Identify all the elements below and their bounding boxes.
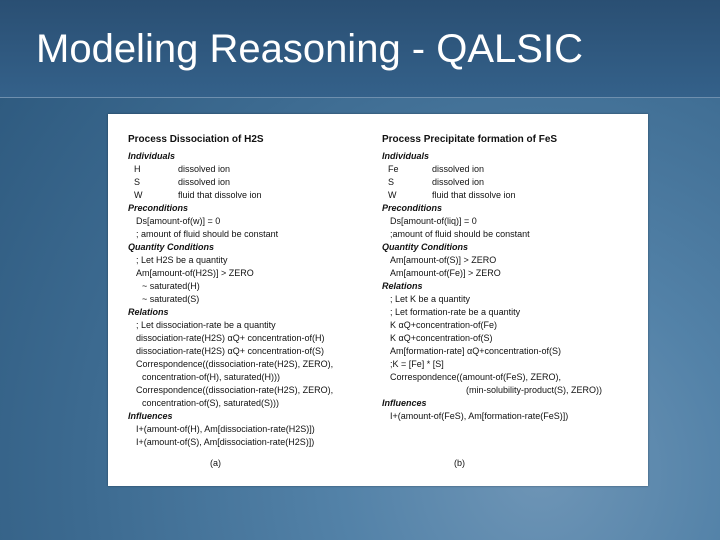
individual-desc: fluid that dissolve ion — [432, 190, 516, 200]
individual-key: W — [388, 190, 397, 200]
relation-line: Correspondence((dissociation-rate(H2S), ZERO), — [136, 359, 334, 369]
slide-title: Modeling Reasoning - QALSIC — [36, 27, 583, 71]
quantity-line: ~ saturated(S) — [142, 294, 200, 304]
process-title-a: Process Dissociation of H2S — [128, 134, 264, 145]
title-band — [0, 0, 720, 98]
section-heading-influences-b: Influences — [382, 398, 427, 408]
section-heading-quantity-b: Quantity Conditions — [382, 242, 468, 252]
precondition-line: ; amount of fluid should be constant — [136, 229, 279, 239]
process-column-b — [382, 130, 637, 423]
relation-line: ; Let K be a quantity — [390, 294, 471, 304]
relation-line: dissociation-rate(H2S) αQ+ concentration-of(H) — [136, 333, 325, 343]
relation-line: ; Let formation-rate be a quantity — [390, 307, 521, 317]
caption-b: (b) — [454, 458, 465, 468]
process-title-b: Process Precipitate formation of FeS — [382, 134, 558, 145]
quantity-line: Am[amount-of(Fe)] > ZERO — [390, 268, 501, 278]
individual-key: H — [134, 164, 141, 174]
individual-row — [382, 189, 637, 202]
section-heading-relations-b: Relations — [382, 281, 423, 291]
quantity-line: ~ saturated(H) — [142, 281, 200, 291]
section-heading-individuals-b: Individuals — [382, 151, 430, 161]
quantity-line: Am[amount-of(H2S)] > ZERO — [136, 268, 254, 278]
relation-line: concentration-of(S), saturated(S))) — [142, 398, 280, 408]
influence-line: I+(amount-of(H), Am[dissociation-rate(H2S)]) — [136, 424, 315, 434]
relation-line: Correspondence((dissociation-rate(H2S), ZERO), — [136, 385, 334, 395]
relation-line: ;K = [Fe] * [S] — [390, 359, 444, 369]
precondition-line: Ds[amount-of(liq)] = 0 — [390, 216, 477, 226]
individual-desc: dissolved ion — [178, 177, 231, 187]
individual-key: Fe — [388, 164, 399, 174]
section-heading-preconditions-b: Preconditions — [382, 203, 443, 213]
relation-line: (min-solubility-product(S), ZERO)) — [466, 385, 603, 395]
influence-line: I+(amount-of(FeS), Am[formation-rate(FeS)]) — [390, 411, 569, 421]
relation-line: concentration-of(H), saturated(H))) — [142, 372, 281, 382]
relation-line: dissociation-rate(H2S) αQ+ concentration-of(S) — [136, 346, 325, 356]
individual-row — [128, 163, 383, 176]
caption-a: (a) — [210, 458, 221, 468]
relation-line: Am[formation-rate] αQ+concentration-of(S) — [390, 346, 562, 356]
individual-desc: dissolved ion — [178, 164, 231, 174]
relation-line: Correspondence((amount-of(FeS), ZERO), — [390, 372, 562, 382]
precondition-line: ;amount of fluid should be constant — [390, 229, 530, 239]
individual-key: S — [134, 177, 141, 187]
section-heading-quantity-a: Quantity Conditions — [128, 242, 214, 252]
individual-desc: dissolved ion — [432, 177, 485, 187]
relation-line: K αQ+concentration-of(Fe) — [390, 320, 497, 330]
individual-row — [382, 176, 637, 189]
individual-row — [382, 163, 637, 176]
individual-desc: fluid that dissolve ion — [178, 190, 262, 200]
quantity-line: Am[amount-of(S)] > ZERO — [390, 255, 497, 265]
individual-key: W — [134, 190, 143, 200]
quantity-line: ; Let H2S be a quantity — [136, 255, 228, 265]
process-column-a — [128, 130, 383, 449]
relation-line: K αQ+concentration-of(S) — [390, 333, 493, 343]
individual-row — [128, 189, 383, 202]
individual-key: S — [388, 177, 395, 187]
precondition-line: Ds[amount-of(w)] = 0 — [136, 216, 221, 226]
section-heading-individuals-a: Individuals — [128, 151, 176, 161]
influence-line: I+(amount-of(S), Am[dissociation-rate(H2S)]) — [136, 437, 315, 447]
section-heading-influences-a: Influences — [128, 411, 173, 421]
qualitative-process-figure — [108, 114, 648, 486]
individual-row — [128, 176, 383, 189]
section-heading-relations-a: Relations — [128, 307, 169, 317]
individual-desc: dissolved ion — [432, 164, 485, 174]
section-heading-preconditions-a: Preconditions — [128, 203, 189, 213]
relation-line: ; Let dissociation-rate be a quantity — [136, 320, 276, 330]
